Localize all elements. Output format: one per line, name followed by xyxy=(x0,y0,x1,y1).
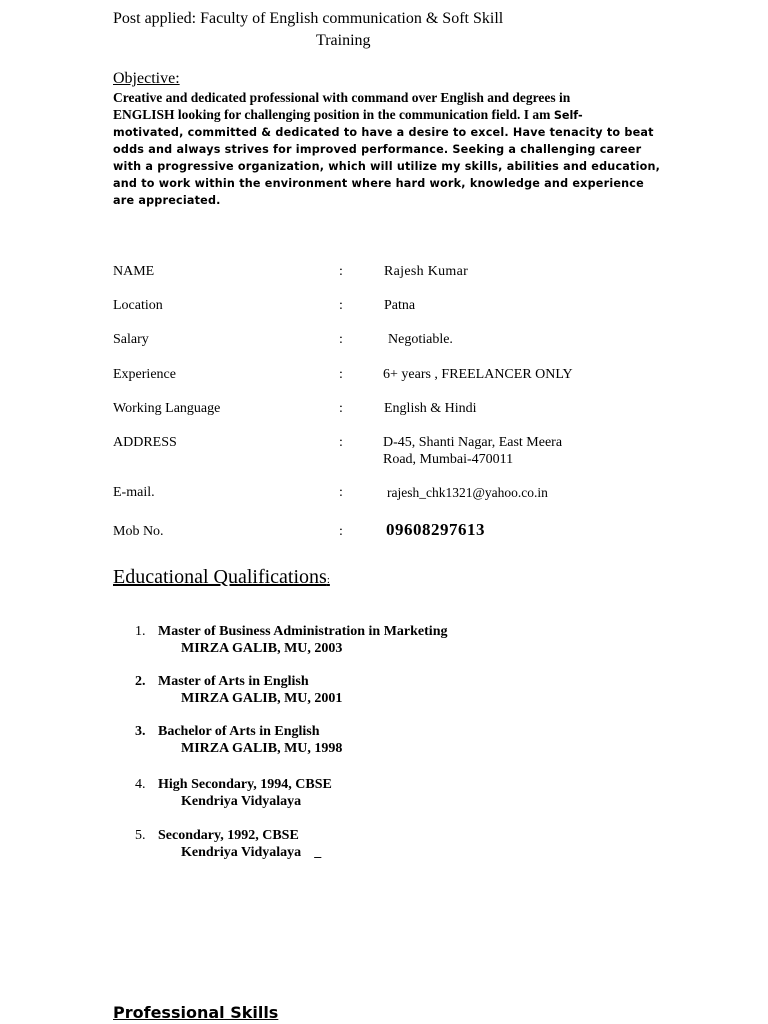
separator-colon: : xyxy=(339,435,343,450)
separator-colon: : xyxy=(339,401,343,416)
name-value: Rajesh Kumar xyxy=(384,264,469,279)
address-label: ADDRESS xyxy=(113,435,177,450)
post-applied-line-2: Training xyxy=(316,32,371,49)
separator-colon: : xyxy=(339,332,343,347)
education-heading xyxy=(113,566,330,589)
education-item-institution-text: Kendriya Vidyalaya xyxy=(181,845,302,860)
objective-line: with a progressive organization, which will utilize my skills, abilities and education, xyxy=(113,160,661,173)
education-item-title: Master of Arts in English xyxy=(158,674,309,689)
education-item-institution: Kendriya Vidyalaya xyxy=(181,794,302,809)
mob-value: 09608297613 xyxy=(386,520,485,539)
objective-heading: Objective: xyxy=(113,70,180,87)
education-item-institution: MIRZA GALIB, MU, 2001 xyxy=(181,691,343,706)
objective-line xyxy=(113,107,643,123)
language-value: English & Hindi xyxy=(384,401,477,416)
education-item-title: Master of Business Administration in Marketing xyxy=(158,624,448,639)
separator-colon: : xyxy=(339,524,343,539)
objective-line: and to work within the environment where hard work, knowledge and experience xyxy=(113,177,644,190)
objective-line: motivated, committed & dedicated to have a desire to excel. Have tenacity to beat xyxy=(113,126,654,139)
mob-label: Mob No. xyxy=(113,524,164,539)
separator-colon: : xyxy=(339,298,343,313)
education-item-title: Secondary, 1992, CBSE xyxy=(158,828,299,843)
salary-label: Salary xyxy=(113,332,149,347)
location-label: Location xyxy=(113,298,163,313)
objective-line: odds and always strives for improved performance. Seeking a challenging career xyxy=(113,143,642,156)
objective-text: ENGLISH looking for challenging position in the communication field. I am xyxy=(113,107,551,122)
education-heading-text: Educational Qualifications xyxy=(113,566,327,588)
objective-text: Self- xyxy=(553,109,583,122)
objective-line: are appreciated. xyxy=(113,194,221,207)
education-item-number: 4. xyxy=(135,777,146,792)
education-item-number: 1. xyxy=(135,624,146,639)
education-item-number: 3. xyxy=(135,724,146,739)
education-heading-suffix: : xyxy=(326,574,330,586)
education-item-title: Bachelor of Arts in English xyxy=(158,724,320,739)
education-item-title: High Secondary, 1994, CBSE xyxy=(158,777,332,792)
separator-colon: : xyxy=(339,367,343,382)
education-item-institution: MIRZA GALIB, MU, 1998 xyxy=(181,741,343,756)
professional-skills-heading: Professional Skills xyxy=(113,1003,279,1022)
name-label: NAME xyxy=(113,264,155,279)
education-item-number: 5. xyxy=(135,828,146,843)
email-value: rajesh_chk1321@yahoo.co.in xyxy=(387,485,548,500)
education-item-number: 2. xyxy=(135,674,146,689)
salary-value: Negotiable. xyxy=(388,332,453,347)
address-line-1: D-45, Shanti Nagar, East Meera xyxy=(383,435,563,450)
experience-value: 6+ years , FREELANCER ONLY xyxy=(383,367,573,382)
objective-line: Creative and dedicated professional with command over English and degrees in xyxy=(113,90,571,105)
language-label: Working Language xyxy=(113,401,221,416)
separator-colon: : xyxy=(339,485,343,500)
email-label: E-mail. xyxy=(113,485,155,500)
post-applied-line: Post applied: Faculty of English communication & Soft Skill xyxy=(113,10,504,27)
separator-colon: : xyxy=(339,264,343,279)
trailing-mark: _ xyxy=(314,845,322,860)
location-value: Patna xyxy=(384,298,416,313)
education-item-institution xyxy=(181,845,321,861)
experience-label: Experience xyxy=(113,367,176,382)
address-line-2: Road, Mumbai-470011 xyxy=(383,452,514,467)
education-item-institution: MIRZA GALIB, MU, 2003 xyxy=(181,641,343,656)
